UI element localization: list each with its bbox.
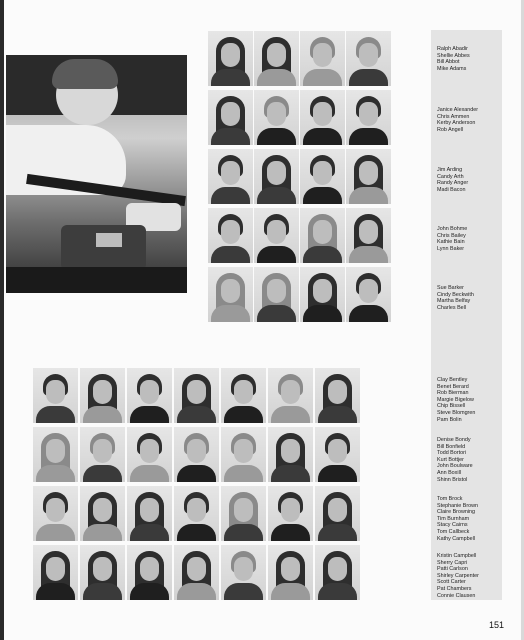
portrait xyxy=(254,208,299,263)
name-group xyxy=(437,553,479,599)
student-name: Chip Bissell xyxy=(437,403,466,410)
portrait xyxy=(221,368,266,423)
portrait xyxy=(315,545,360,600)
portrait xyxy=(80,545,125,600)
portrait xyxy=(254,31,299,86)
student-name: Steve Blomgren xyxy=(437,409,476,416)
student-name: Chris Bailey xyxy=(437,232,466,239)
portrait xyxy=(174,427,219,482)
portrait xyxy=(33,427,78,482)
student-name: Shinn Bristol xyxy=(437,476,468,483)
name-group xyxy=(437,496,478,542)
portrait xyxy=(346,149,391,204)
student-name: Rob Angell xyxy=(437,126,464,133)
portrait xyxy=(254,149,299,204)
student-name: Lynn Baker xyxy=(437,245,465,252)
portrait xyxy=(174,368,219,423)
student-name: Candy Arth xyxy=(437,173,464,180)
portrait xyxy=(254,267,299,322)
portrait xyxy=(221,486,266,541)
portrait xyxy=(268,486,313,541)
name-group xyxy=(437,377,475,423)
name-group xyxy=(437,437,473,483)
student-name: Pat Chambers xyxy=(437,585,472,592)
portrait xyxy=(346,90,391,145)
portrait xyxy=(33,545,78,600)
portrait xyxy=(346,31,391,86)
student-name: Rob Bierman xyxy=(437,390,469,397)
page-edge-left xyxy=(0,0,4,640)
portrait xyxy=(346,208,391,263)
student-name: Randy Anger xyxy=(437,180,469,187)
portrait xyxy=(208,267,253,322)
student-name: Mike Adams xyxy=(437,65,467,72)
portrait xyxy=(208,31,253,86)
student-name: Sue Barker xyxy=(437,285,464,291)
vise-label-plate xyxy=(96,233,122,247)
portrait xyxy=(80,486,125,541)
student-name: John Boulware xyxy=(437,463,473,470)
portrait xyxy=(33,486,78,541)
name-group xyxy=(437,46,470,72)
student-hair xyxy=(52,59,118,89)
portrait xyxy=(127,486,172,541)
workbench xyxy=(6,267,187,293)
name-group xyxy=(437,167,468,193)
student-name: Denise Bondy xyxy=(437,437,471,443)
student-name: John Bohme xyxy=(437,226,468,232)
student-name: Chris Ammen xyxy=(437,113,470,120)
name-group xyxy=(437,285,474,311)
portrait xyxy=(254,90,299,145)
portrait xyxy=(174,486,219,541)
student-name: Ann Boxill xyxy=(437,469,461,476)
student-name: Kerby Anderson xyxy=(437,120,476,127)
name-group xyxy=(437,226,467,252)
student-name: Margie Bigelow xyxy=(437,396,474,403)
portrait xyxy=(80,427,125,482)
portrait xyxy=(268,368,313,423)
student-name: Cindy Beckwith xyxy=(437,291,474,298)
portrait xyxy=(221,427,266,482)
portrait xyxy=(300,267,345,322)
student-name: Kristin Campbell xyxy=(437,553,477,559)
student-name: Stacy Cairns xyxy=(437,522,468,529)
student-name: Pam Bolin xyxy=(437,416,462,423)
student-name: Ralph Abadir xyxy=(437,46,468,52)
portrait xyxy=(208,208,253,263)
portrait xyxy=(127,545,172,600)
student-name: Tom Brock xyxy=(437,496,463,502)
portrait xyxy=(300,90,345,145)
portrait xyxy=(127,368,172,423)
portrait xyxy=(208,90,253,145)
student-name: Benet Berard xyxy=(437,383,469,390)
student-name: Shellie Abbes xyxy=(437,52,470,59)
student-name: Kathy Campbell xyxy=(437,535,476,542)
student-name: Kurt Bottjer xyxy=(437,456,464,463)
student-name: Sherry Capri xyxy=(437,559,468,566)
portrait xyxy=(315,486,360,541)
student-name: Claire Browning xyxy=(437,509,476,516)
student-name: Charles Bell xyxy=(437,304,467,311)
portrait xyxy=(174,545,219,600)
student-name: Tom Callbeck xyxy=(437,528,470,535)
student-name: Madi Bacon xyxy=(437,186,466,193)
portrait xyxy=(346,267,391,322)
action-photo-vise xyxy=(6,55,187,293)
portrait xyxy=(33,368,78,423)
student-name: Martha Belfay xyxy=(437,298,471,305)
portrait xyxy=(268,545,313,600)
student-name: Janice Alexander xyxy=(437,107,479,113)
student-name: Jim Arding xyxy=(437,167,463,173)
portrait xyxy=(315,427,360,482)
student-name: Shirley Carpenter xyxy=(437,572,479,579)
page-number: 151 xyxy=(489,620,505,630)
portrait xyxy=(221,545,266,600)
portrait xyxy=(80,368,125,423)
student-name: Patti Carlson xyxy=(437,566,468,573)
portrait xyxy=(127,427,172,482)
student-name: Scott Carter xyxy=(437,579,466,586)
portrait xyxy=(268,427,313,482)
portrait xyxy=(300,149,345,204)
student-name: Bill Bonfield xyxy=(437,443,466,450)
student-name: Stephanie Brown xyxy=(437,502,479,509)
student-name: Todd Bortori xyxy=(437,450,467,457)
name-group xyxy=(437,107,478,133)
portrait xyxy=(208,149,253,204)
student-name: Bill Abbot xyxy=(437,59,460,66)
student-name: Kathie Bain xyxy=(437,239,465,246)
student-name: Clay Bentley xyxy=(437,377,468,383)
portrait xyxy=(300,31,345,86)
student-name: Tim Burnham xyxy=(437,515,470,522)
portrait xyxy=(300,208,345,263)
bench-vise xyxy=(61,225,146,270)
student-name: Connie Clausen xyxy=(437,592,476,599)
portrait xyxy=(315,368,360,423)
